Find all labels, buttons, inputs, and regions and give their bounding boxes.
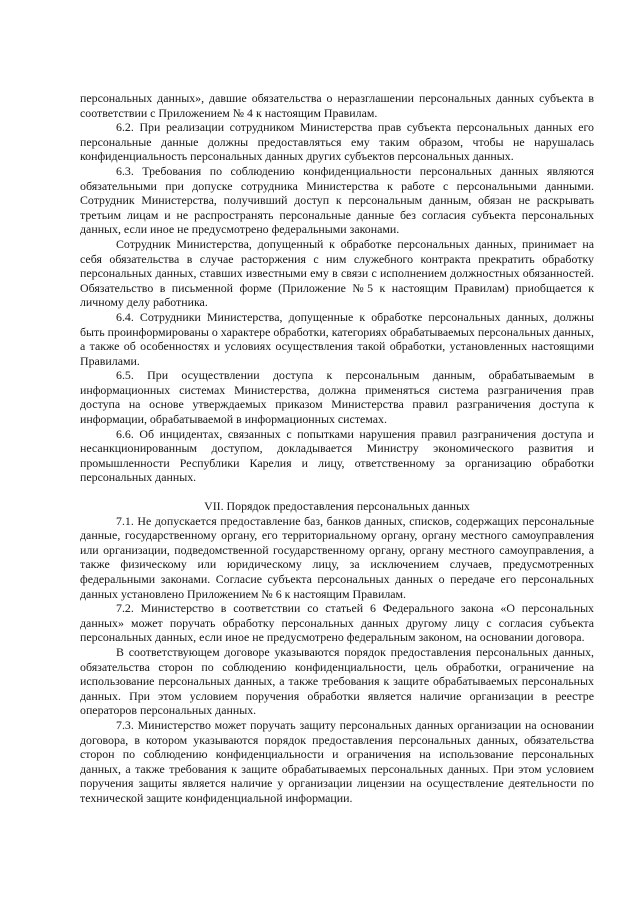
document-page — [80, 91, 594, 806]
paragraph-6-4: 6.4. Сотрудники Министерства, допущенные к обработке персональных данных, должны быть проинформированы о характере обработки, категориях обрабатываемых персональных данных, а также об особенностях и условиях осуществления такой обработки, установленных настоящими Правилами. — [80, 309, 594, 368]
paragraph-6-3-obligation: Сотрудник Министерства, допущенный к обработке персональных данных, принимает на себя обязательства в случае расторжения с ним служебного контракта прекратить обработку персональных данных, ставших известными ему в связи с исполнением должностных обязанностей. Обязательство в письменной форме (Приложение №5 к настоящим Правилам) приобщается к личному делу работника. — [80, 236, 594, 310]
paragraph-6-3: 6.3. Требования по соблюдению конфиденциальности персональных данных являются обязательными при допуске сотрудника Министерства к работе с персональными данными. Сотрудник Министерства, получивший доступ к персональным данным, обязан не раскрывать третьим лицам и не распространять персональные данные без согласия субъекта персональных данных, если иное не предусмотрено федеральными законами. — [80, 163, 594, 237]
paragraph-6-5: 6.5. При осуществлении доступа к персональным данным, обрабатываемым в информационных системах Министерства, должна применяться система разграничения прав доступа на основе утверждаемых приказом Министерства правил разграничения доступа к информации, обрабатываемой в информационных системах. — [80, 368, 594, 427]
paragraph-6-2: 6.2. При реализации сотрудником Министерства прав субъекта персональных данных его персональные данные должны предоставляться ему таким образом, чтобы не нарушалась конфиденциальность персональных данных других субъектов персональных данных. — [80, 120, 594, 164]
paragraph-7-2-contract: В соответствующем договоре указываются порядок предоставления персональных данных, обязательства сторон по соблюдению конфиденциальности, цель обработки, ограничение на использование персональных данных, а также требования к защите обрабатываемых персональных данных. При этом условием поручения обработки является наличие организации в реестре операторов персональных данных. — [80, 644, 594, 718]
section-title: VII. Порядок предоставления персональных данных — [204, 499, 470, 514]
paragraph-7-1: 7.1. Не допускается предоставление баз, банков данных, списков, содержащих персональные данные, государственному органу, его территориальному органу, органу местного самоуправления или организации, подведомственной государственному органу, органу местного самоуправления, а также физическому или юридическому лицу, за исключением случаев, предусмотренных федеральными законами. Согласие субъекта персональных данных о передаче его персональных данных установлено Приложением № 6 к настоящим Правилам. — [80, 513, 594, 601]
paragraph-7-3: 7.3. Министерство может поручать защиту персональных данных организации на основании договора, в котором указываются порядок предоставления персональных данных, обязательства сторон по соблюдению конфиденциальности и ограничения на использование персональных данных, а также требования к защите обрабатываемых персональных данных. При этом условием поручения защиты является наличие у организации лицензии на осуществление деятельности по технической защите конфиденциальной информации. — [80, 717, 594, 805]
paragraph-continuation: персональных данных», давшие обязательства о неразглашении персональных данных субъекта в соответствии с Приложением № 4 к настоящим Правилам. — [80, 91, 594, 120]
paragraph-7-2: 7.2. Министерство в соответствии со статьей 6 Федерального закона «О персональных данных» может поручать обработку персональных данных другому лицу с согласия субъекта персональных данных, если иное не предусмотрено федеральным законом, на основании договора. — [80, 601, 594, 645]
paragraph-6-6: 6.6. Об инцидентах, связанных с попытками нарушения правил разграничения доступа и несанкционированным доступом, докладывается Министру экономического развития и промышленности Республики Карелия и лицу, ответственному за организацию обработки персональных данных. — [80, 426, 594, 485]
